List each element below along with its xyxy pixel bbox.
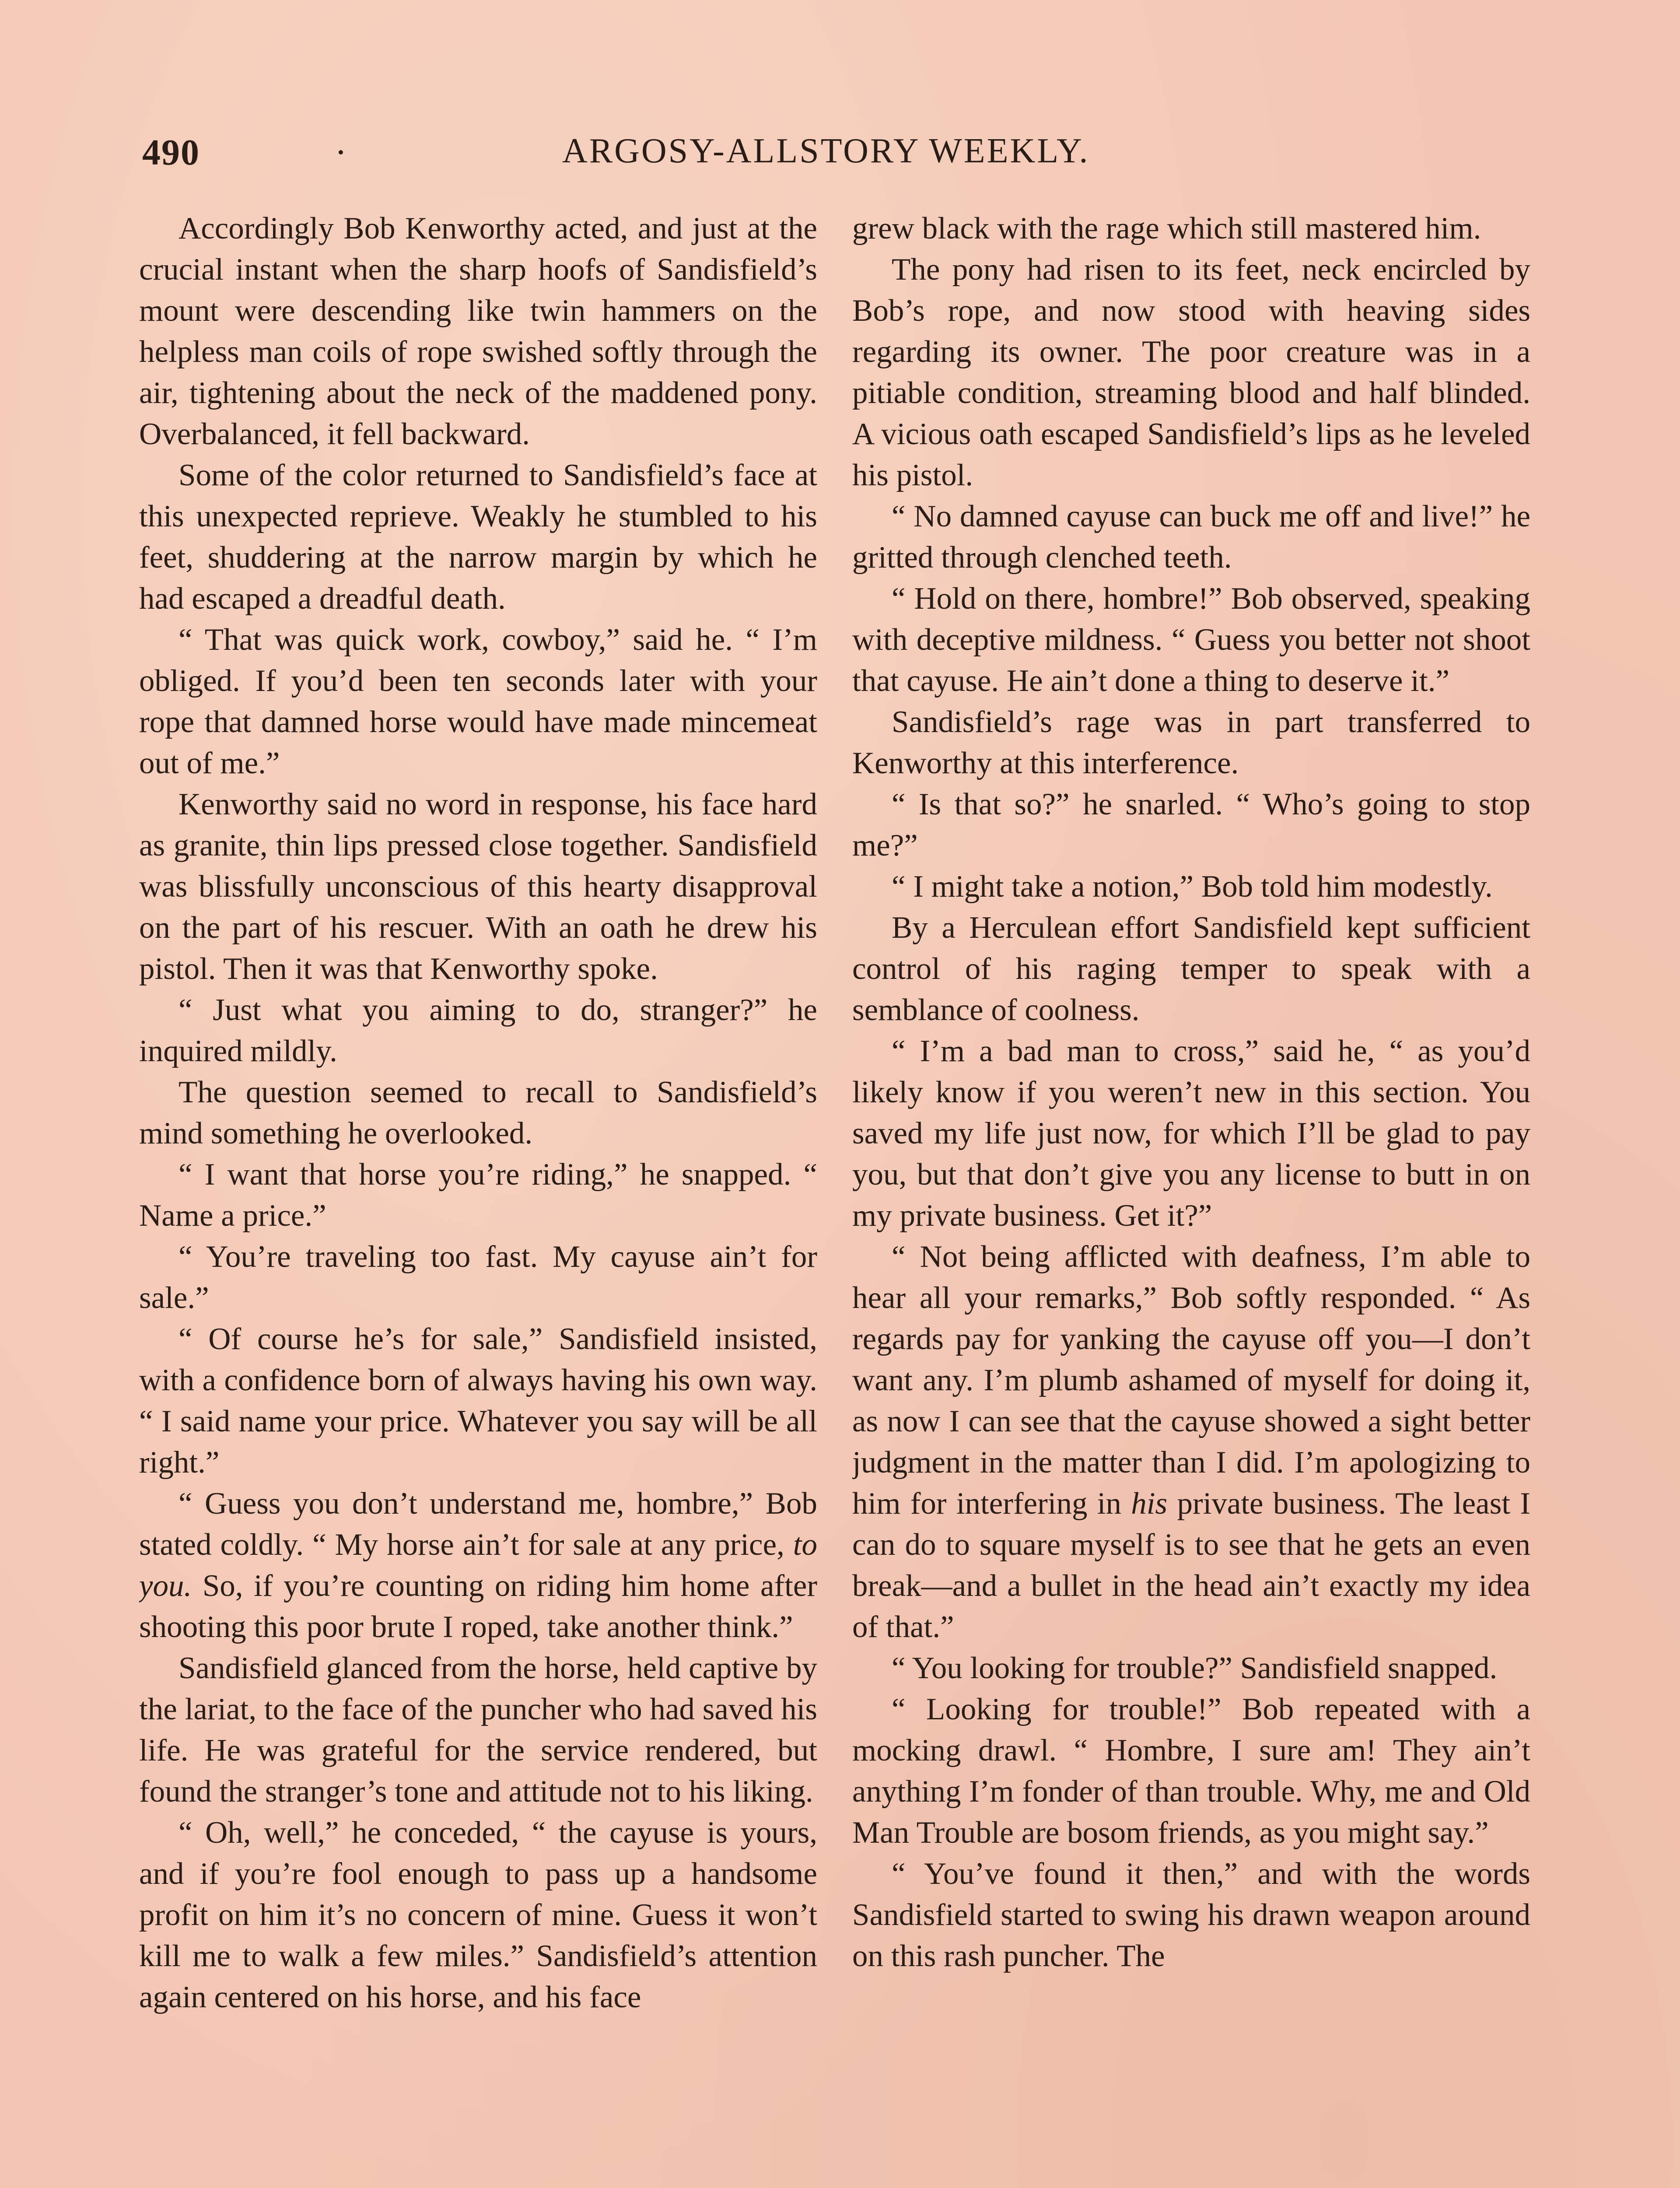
paragraph: “ I’m a bad man to cross,” said he, “ as you’d likely know if you weren’t new in this section. You saved my life just now, for which I’ll be glad to pay you, but that don’t give you any license to butt in on my private business. Get it?” xyxy=(852,1034,1530,1233)
running-title: ARGOSY-ALLSTORY WEEKLY. xyxy=(562,132,1090,170)
paragraph: Kenworthy said no word in response, his face hard as granite, thin lips pressed close together. Sandisfield was blissfully unconscious of this hearty disapproval on the part of his rescuer. With an oath he drew his pistol. Then it was that Kenworthy spoke. xyxy=(139,787,817,986)
paragraph: “ Looking for trouble!” Bob repeated with a mocking drawl. “ Hombre, I sure am! They ain’t anything I’m fonder of than trouble. Why, me and Old Man Trouble are bosom friends, as you might say.” xyxy=(852,1692,1530,1850)
paragraph-text: So, if you’re counting on riding him home after shooting this poor brute I roped, take another think.” xyxy=(139,1569,817,1644)
paragraph: Some of the color returned to Sandisfield’s face at this unexpected reprieve. Weakly he stumbled to his feet, shuddering at the narrow margin by which he had escaped a dreadful death. xyxy=(139,458,817,616)
paragraph xyxy=(139,1483,817,1648)
paragraph: “ Hold on there, hombre!” Bob observed, speaking with deceptive mildness. “ Guess you better not shoot that cayuse. He ain’t done a thing to deserve it.” xyxy=(852,582,1530,698)
header-separator: · xyxy=(335,132,347,173)
paragraph: Accordingly Bob Kenworthy acted, and just at the crucial instant when the sharp hoofs of Sandisfield’s mount were descending like twin hammers on the helpless man coils of rope swished softly through the air, tightening about the neck of the maddened pony. Overbalanced, it fell backward. xyxy=(139,211,817,451)
paragraph: grew black with the rage which still mastered him. xyxy=(852,211,1481,245)
paragraph: “ You looking for trouble?” Sandisfield snapped. xyxy=(892,1651,1498,1685)
paragraph-text: private business. The least I can do to square myself is to see that he gets an even break—and a bullet in the head ain’t exactly my idea of that.” xyxy=(852,1487,1530,1644)
paragraph: “ I might take a notion,” Bob told him modestly. xyxy=(892,870,1493,904)
paragraph: “ I want that horse you’re riding,” he snapped. “ Name a price.” xyxy=(139,1157,817,1233)
paragraph: “ No damned cayuse can buck me off and live!” he gritted through clenched teeth. xyxy=(852,499,1530,575)
right-column xyxy=(852,208,1530,2188)
emphasis: to you. xyxy=(139,1528,817,1603)
paragraph: “ Is that so?” he snarled. “ Who’s going to stop me?” xyxy=(852,787,1530,863)
paragraph: “ Just what you aiming to do, stranger?” he inquired mildly. xyxy=(139,993,817,1068)
paragraph: Sandisfield glanced from the horse, held captive by the lariat, to the face of the puncher who had saved his life. He was grateful for the service rendered, but found the stranger’s tone and attitude not to his liking. xyxy=(139,1651,817,1809)
page-number: 490 xyxy=(142,132,200,173)
paragraph: “ You’ve found it then,” and with the words Sandisfield started to swing his drawn weapon around on this rash puncher. The xyxy=(852,1857,1530,1973)
paragraph xyxy=(852,1236,1530,1648)
paragraph-text: “ Guess you don’t understand me, hombre,” Bob stated coldly. “ My horse ain’t for sale at any price, xyxy=(139,1487,817,1562)
paragraph: By a Herculean effort Sandisfield kept sufficient control of his raging temper to speak with a semblance of coolness. xyxy=(852,911,1530,1027)
paragraph: “ That was quick work, cowboy,” said he. “ I’m obliged. If you’d been ten seconds later with your rope that damned horse would have made mincemeat out of me.” xyxy=(139,623,817,780)
paragraph: Sandisfield’s rage was in part transferred to Kenworthy at this interference. xyxy=(852,705,1530,780)
text-columns xyxy=(139,208,1548,2188)
left-column xyxy=(139,208,817,2188)
emphasis: his xyxy=(1131,1487,1168,1521)
paragraph: “ Oh, well,” he conceded, “ the cayuse is yours, and if you’re fool enough to pass up a handsome profit on him it’s no concern of mine. Guess it won’t kill me to walk a few miles.” Sandisfield’s attention again centered on his horse, and his face xyxy=(139,1816,817,2014)
paragraph-text: “ Not being afflicted with deafness, I’m able to hear all your remarks,” Bob softly responded. “ As regards pay for yanking the cayuse off you—I don’t want any. I’m plumb ashamed of myself for doing it, as now I can see that the cayuse showed a sight better judgment in the matter than I did. I’m apologizing to him for interfering in xyxy=(852,1240,1530,1521)
page-header xyxy=(142,131,1538,179)
paragraph: The question seemed to recall to Sandisfield’s mind something he overlooked. xyxy=(139,1075,817,1150)
paragraph: “ Of course he’s for sale,” Sandisfield insisted, with a confidence born of always having his own way. “ I said name your price. Whatever you say will be all right.” xyxy=(139,1322,817,1480)
paragraph: The pony had risen to its feet, neck encircled by Bob’s rope, and now stood with heaving sides regarding its owner. The poor creature was in a pitiable condition, streaming blood and half blinded. A vicious oath escaped Sandisfield’s lips as he leveled his pistol. xyxy=(852,252,1530,492)
paragraph: “ You’re traveling too fast. My cayuse ain’t for sale.” xyxy=(139,1240,817,1315)
